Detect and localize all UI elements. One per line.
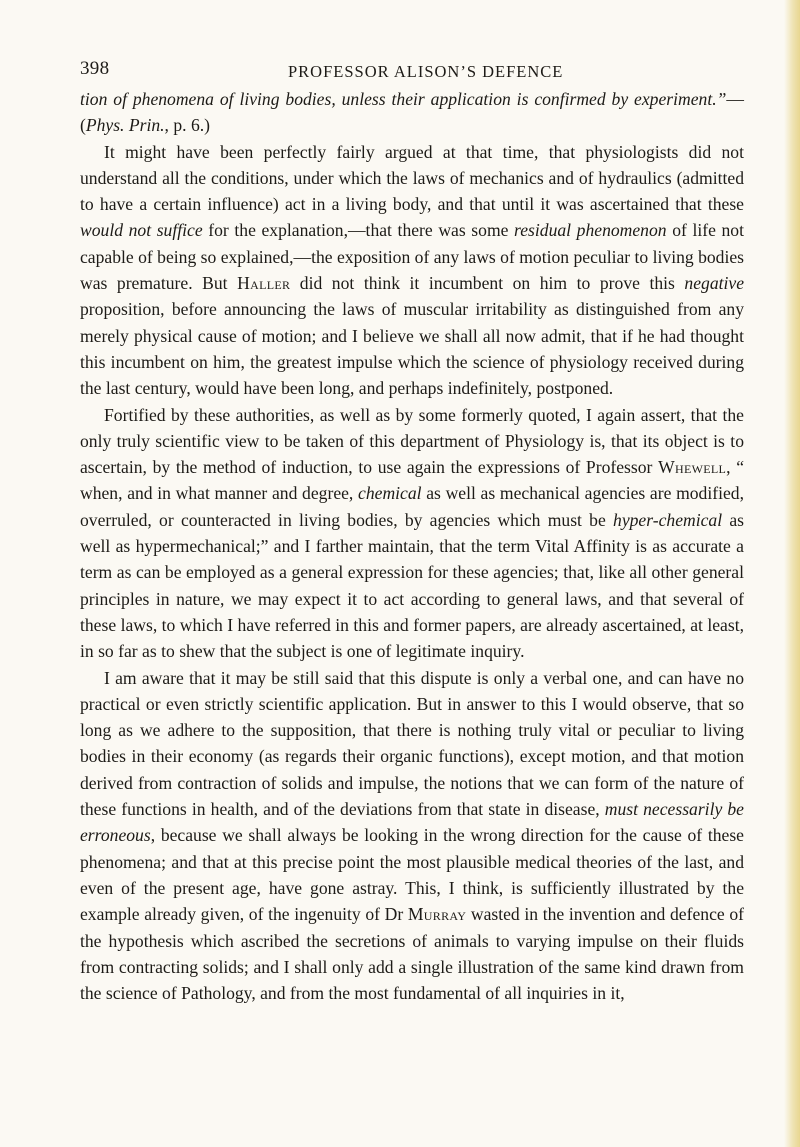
italic-run: chemical — [358, 483, 422, 504]
paragraph — [80, 139, 744, 402]
small-caps-name: Murray — [407, 904, 467, 925]
italic-run: tion of phenomena of living bodies, unless their application is confirmed by experiment.” — [80, 89, 727, 109]
text-run: , “ when, and in what manner and degree, — [80, 457, 744, 504]
paragraph — [80, 402, 744, 665]
page-number: 398 — [80, 58, 110, 79]
paragraph — [80, 665, 744, 1007]
text-run: It might have been perfectly fairly argued at that time, that physiologists did not understand all the conditions, under which the laws of mechanics and of hydraulics (admitted to have a certain influence) act in a living body, and that until it was ascertained that these — [80, 141, 744, 215]
text-run: of life not capable of being so explained,—the exposition of any laws of motion peculiar to living bodies was premature. But — [80, 220, 745, 294]
small-caps-name: Whewell — [658, 457, 727, 478]
text-run: proposition, before announcing the laws of muscular irritability as distinguished from any merely physical cause of motion; and I believe we shall all now admit, that if he had thought this incumbent on him, the greatest impulse which the science of physiology received during the last century, would have been long, and perhaps indefinitely, postponed. — [80, 299, 744, 399]
text-run: , because we shall always be looking in the wrong direction for the cause of these phenomena; and that at this precise point the most plausible medical theories of the last, and even of the present age, have gone astray. This, I think, is sufficiently illustrated by the example already given, of the ingenuity of Dr — [80, 825, 744, 925]
italic-run: Phys. Prin. — [85, 115, 165, 136]
page-header — [80, 58, 744, 88]
text-run: did not think it incumbent on him to prove this — [290, 273, 685, 294]
text-run: as well as hypermechanical;” and I farther maintain, that the term Vital Affinity is as accurate a term as can be employed as a general expression for these agencies; that, like all other general principles in nature, we may expect it to act according to general laws, and that several of these laws, to which I have referred in this and former papers, are already ascertained, at least, in so far as to shew that the subject is one of legitimate inquiry. — [80, 509, 745, 662]
italic-run: must necessarily be erroneous — [80, 799, 744, 846]
italic-run: hyper-chemical — [613, 509, 723, 530]
text-run: for the explanation,—that there was some — [202, 220, 515, 241]
italic-run: negative — [684, 273, 745, 294]
running-head: PROFESSOR ALISON’S DEFENCE — [288, 62, 564, 81]
page-edge-discoloration — [784, 0, 800, 1147]
italic-run: residual phenomenon — [514, 220, 667, 241]
text-run: as well as mechanical agencies are modified, overruled, or counteracted in living bodies, by agencies which must be — [80, 483, 744, 530]
body-text — [80, 86, 744, 1006]
paragraph-continuation — [80, 86, 744, 139]
text-run: Fortified by these authorities, as well as by some formerly quoted, I again assert, that the only truly scientific view to be taken of this department of Physiology is, that its object is to ascertain, by the method of induction, to use again the expressions of Professor — [80, 404, 744, 478]
text-run: , p. 6.) — [164, 115, 210, 136]
text-run: wasted in the invention and defence of the hypothesis which ascribed the secretions of animals to varying impulse on their fluids from contracting solids; and I shall only add a single illustration of the same kind drawn from the science of Pathology, and from the most fundamental of all inquiries in it, — [80, 904, 744, 1004]
small-caps-name: Haller — [237, 273, 291, 294]
text-run: —( — [80, 89, 744, 136]
italic-run: would not suffice — [80, 220, 203, 241]
text-run: I am aware that it may be still said that this dispute is only a verbal one, and can have no practical or even strictly scientific application. But in answer to this I would observe, that so long as we adhere to the supposition, that there is nothing truly vital or peculiar to living bodies in their economy (as regards their organic functions), except motion, and that motion derived from contraction of solids and impulse, the notions that we can form of the nature of these functions in health, and of the deviations from that state in disease, — [80, 667, 744, 820]
